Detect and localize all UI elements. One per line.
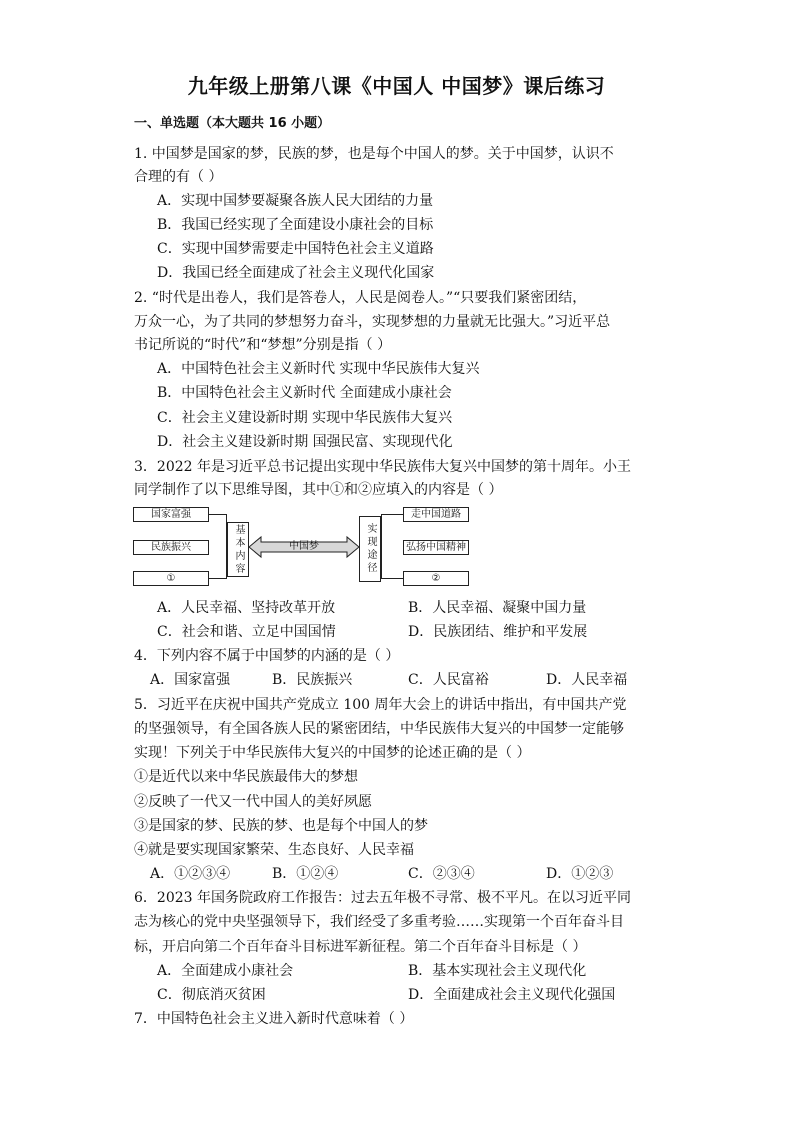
q5-option-b: B．①②④ bbox=[272, 866, 339, 882]
q3-option-c: C．社会和谐、立足中国国情 bbox=[157, 624, 336, 640]
q5-stem-line-3: 实现！下列关于中华民族伟大复兴的中国梦的论述正确的是（ ） bbox=[134, 745, 531, 761]
right-bracket bbox=[381, 514, 403, 579]
realization-path-box bbox=[359, 516, 381, 582]
q5-item-3: ③是国家的梦、民族的梦、也是每个中国人的梦 bbox=[134, 818, 428, 834]
mind-map-left-item-1: 国家富强 bbox=[133, 507, 209, 522]
mind-map-right-item-1: 走中国道路 bbox=[403, 507, 469, 522]
page-title: 九年级上册第八课《中国人 中国梦》课后练习 bbox=[187, 74, 606, 98]
q3-option-d: D．民族团结、维护和平发展 bbox=[408, 624, 588, 640]
q3-stem-line-2: 同学制作了以下思维导图，其中①和②应填入的内容是（ ） bbox=[134, 482, 503, 498]
q4-option-d: D．人民幸福 bbox=[546, 672, 628, 688]
q4-option-c: C．人民富裕 bbox=[408, 672, 489, 688]
q2-stem-line-3: 书记所说的“时代”和“梦想”分别是指（ ） bbox=[134, 337, 392, 353]
q2-stem-line-1: 2. “时代是出卷人，我们是答卷人，人民是阅卷人。”“只要我们紧密团结， bbox=[134, 290, 587, 306]
q7-stem: 7．中国特色社会主义进入新时代意味着（ ） bbox=[134, 1011, 414, 1027]
q5-item-2: ②反映了一代又一代中国人的美好夙愿 bbox=[134, 794, 372, 810]
q5-stem-line-2: 的坚强领导，有全国各族人民的紧密团结，中华民族伟大复兴的中国梦一定能够 bbox=[134, 721, 624, 737]
q6-option-a: A．全面建成小康社会 bbox=[157, 963, 294, 979]
q2-option-b: B．中国特色社会主义新时代 全面建成小康社会 bbox=[157, 385, 452, 401]
q1-stem-line-2: 合理的有（ ） bbox=[134, 169, 223, 185]
q6-stem-line-1: 6．2023 年国务院政府工作报告：过去五年极不寻常、极不平凡。在以习近平同 bbox=[134, 890, 631, 906]
mind-map-right-item-2: 弘扬中国精神 bbox=[403, 540, 469, 555]
realization-path-label: 实现途径 bbox=[365, 523, 376, 575]
q6-option-d: D．全面建成社会主义现代化强国 bbox=[408, 987, 616, 1003]
q2-option-a: A．中国特色社会主义新时代 实现中华民族伟大复兴 bbox=[157, 361, 480, 377]
q1-option-b: B．我国已经实现了全面建设小康社会的目标 bbox=[157, 217, 434, 233]
q3-option-a: A．人民幸福、坚持改革开放 bbox=[157, 600, 336, 616]
basic-content-label: 基本内容 bbox=[233, 523, 244, 576]
q4-option-a: A．国家富强 bbox=[150, 672, 231, 688]
q5-option-c: C．②③④ bbox=[408, 866, 475, 882]
q6-stem-line-2: 志为核心的党中央坚强领导下，我们经受了多重考验……实现第一个百年奋斗目 bbox=[134, 914, 624, 930]
q3-stem-line-1: 3．2022 年是习近平总书记提出实现中华民族伟大复兴中国梦的第十周年。小王 bbox=[134, 459, 631, 475]
q1-option-c: C．实现中国梦需要走中国特色社会主义道路 bbox=[157, 241, 434, 257]
mind-map-left-item-2: 民族振兴 bbox=[133, 540, 209, 555]
q5-option-a: A．①②③④ bbox=[150, 866, 231, 882]
q4-option-b: B．民族振兴 bbox=[272, 672, 353, 688]
q5-item-4: ④就是要实现国家繁荣、生态良好、人民幸福 bbox=[134, 842, 414, 858]
q6-stem-line-3: 标，开启向第二个百年奋斗目标进军新征程。第二个百年奋斗目标是（ ） bbox=[134, 939, 587, 955]
q1-option-a: A．实现中国梦要凝聚各族人民大团结的力量 bbox=[157, 193, 434, 209]
q4-stem: 4．下列内容不属于中国梦的内涵的是（ ） bbox=[134, 648, 400, 664]
china-dream-center: 中国梦 bbox=[289, 541, 319, 552]
section-heading: 一、单选题（本大题共 16 小题） bbox=[134, 116, 331, 131]
q5-option-d: D．①②③ bbox=[546, 866, 614, 882]
q2-option-d: D．社会主义建设新时期 国强民富、实现现代化 bbox=[157, 434, 453, 450]
q1-option-d: D．我国已经全面建成了社会主义现代化国家 bbox=[157, 265, 435, 281]
q2-stem-line-2: 万众一心，为了共同的梦想努力奋斗，实现梦想的力量就无比强大。”习近平总 bbox=[134, 314, 611, 330]
q3-option-b: B．人民幸福、凝聚中国力量 bbox=[408, 600, 587, 616]
q5-stem-line-1: 5．习近平在庆祝中国共产党成立 100 周年大会上的讲话中指出，有中国共产党 bbox=[134, 697, 627, 713]
q2-option-c: C．社会主义建设新时期 实现中华民族伟大复兴 bbox=[157, 410, 453, 426]
q6-option-b: B．基本实现社会主义现代化 bbox=[408, 963, 587, 979]
left-bracket bbox=[209, 514, 227, 579]
mind-map-left-item-3: ① bbox=[133, 571, 209, 586]
q5-item-1: ①是近代以来中华民族最伟大的梦想 bbox=[134, 769, 358, 785]
basic-content-box bbox=[227, 522, 249, 577]
q1-stem-line-1: 1. 中国梦是国家的梦，民族的梦，也是每个中国人的梦。关于中国梦，认识不 bbox=[134, 146, 614, 162]
mind-map-right-item-3: ② bbox=[403, 571, 469, 586]
q6-option-c: C．彻底消灭贫困 bbox=[157, 987, 266, 1003]
